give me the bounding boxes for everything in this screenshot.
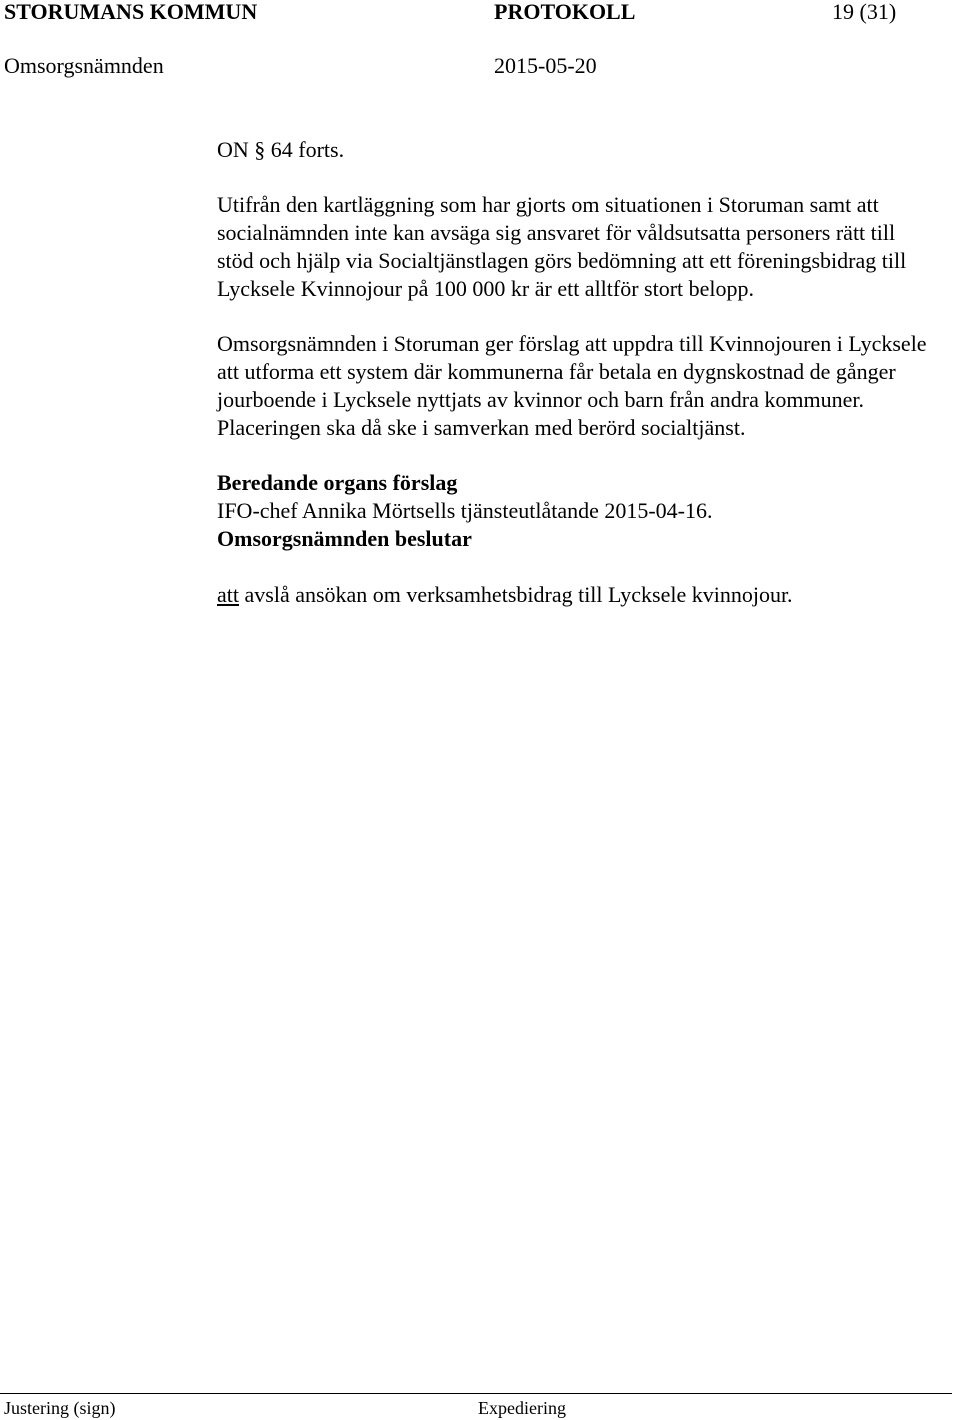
protocol-body [217,136,932,609]
committee-name: Omsorgsnämnden [4,53,164,78]
paragraph-proposal: Omsorgsnämnden i Storuman ger förslag att uppdra till Kvinnojouren i Lycksele att utforma ett system där kommunerna får betala en dygnskostnad de gånger jourboende i Lycksele nyttjats av kvinnor och barn från andra kommuner. Placeringen ska då ske i samverkan med berörd socialtjänst. [217,331,927,440]
proposal-text: IFO-chef Annika Mörtsells tjänsteutlåtande 2015-04-16. [217,498,713,523]
decision-text: avslå ansökan om verksamhetsbidrag till Lycksele kvinnojour. [239,582,793,607]
decision-keyword: att [217,582,239,607]
section-reference: ON § 64 forts. [217,137,345,162]
page-number: 19 (31) [832,0,897,24]
proposal-heading: Beredande organs förslag [217,470,458,495]
decision-heading: Omsorgsnämnden beslutar [217,526,472,551]
paragraph-assessment: Utifrån den kartläggning som har gjorts om situationen i Storuman samt att socialnämnden inte kan avsäga sig ansvaret för våldsutsatta personers rätt till stöd och hjälp via Socialtjänstlagen görs bedömning att ett föreningsbidrag till Lycksele Kvinnojour på 100 000 kr är ett alltför stort belopp. [217,192,907,301]
organization-name: STORUMANS KOMMUN [4,0,258,24]
expediering-label: Expediering [478,1398,566,1418]
document-type: PROTOKOLL [494,0,636,24]
decision-line [217,581,932,609]
meeting-date: 2015-05-20 [494,53,597,78]
footer-divider [0,1393,952,1394]
justering-label: Justering (sign) [4,1398,116,1418]
